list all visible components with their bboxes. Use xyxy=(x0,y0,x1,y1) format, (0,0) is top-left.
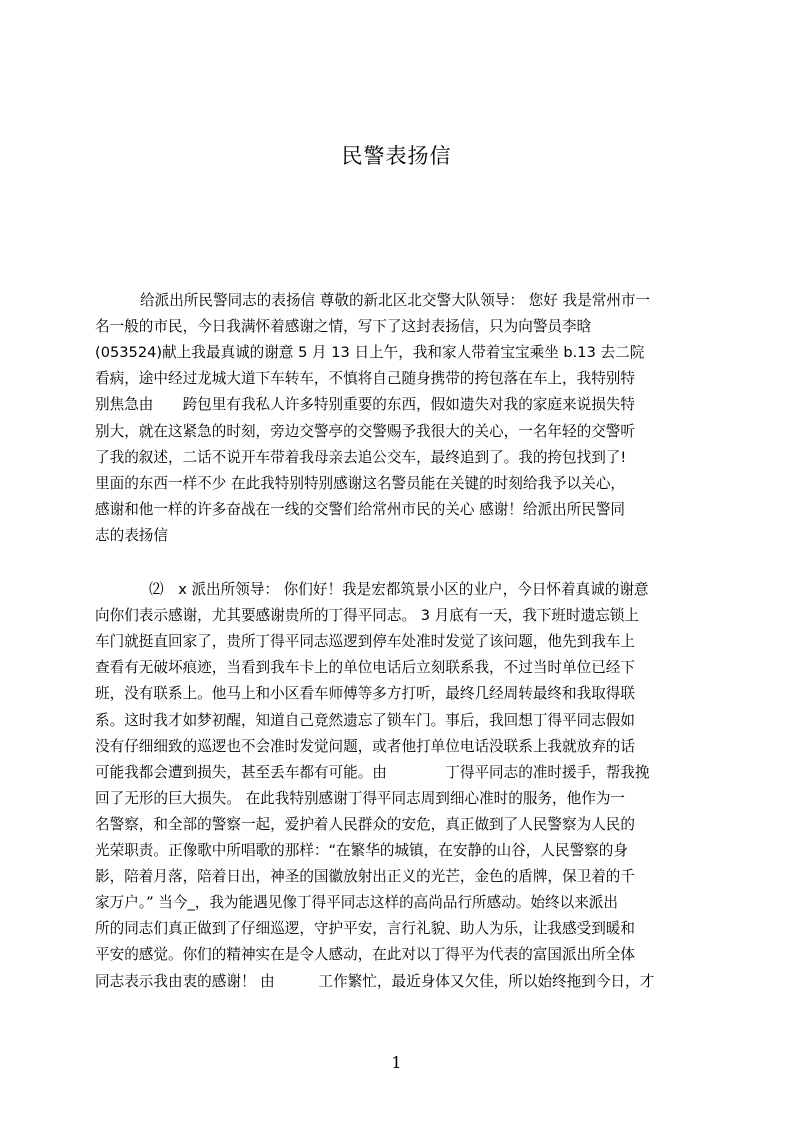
text-line: 了我的叙述，二话不说开车带着我母亲去追公交车，最终追到了。我的挎包找到了! xyxy=(95,448,627,466)
text-line: 车门就挺直回家了，贵所丁得平同志巡逻到停车处准时发觉了该问题，他先到我车上 xyxy=(95,633,635,651)
text-line: 光荣职责。正像歌中所唱歌的那样：“在繁华的城镇，在安静的山谷，人民警察的身 xyxy=(95,842,628,859)
text-line: 别焦急由 跨包里有我私人许多特别重要的东西，假如遗失对我的家庭来说损失特 xyxy=(95,396,635,414)
text-line: 班，没有联系上。他马上和小区看车师傅等多方打听，最终几经周转最终和我取得联 xyxy=(95,685,635,703)
text-line: 查看有无破坏痕迹，当看到我车卡上的单位电话后立刻联系我，不过当时单位已经下 xyxy=(95,659,635,677)
text-line: 里面的东西一样不少 在此我特别特别感谢这名警员能在关键的时刻给我予以关心， xyxy=(95,474,626,492)
text-line: 志的表扬信 xyxy=(95,526,168,544)
text-line: 给派出所民警同志的表扬信 尊敬的新北区北交警大队领导： 您好 我是常州市一 xyxy=(140,292,651,309)
text-line: (053524)献上我最真诚的谢意 5 月 13 日上午，我和家人带着宝宝乘坐 b.13 去二院 xyxy=(95,344,645,362)
text-line: 家万户。” 当今_，我为能遇见像丁得平同志这样的高尚品行所感动。始终以来派出 xyxy=(95,894,618,912)
text-line: 名一般的市民，今日我满怀着感谢之情，写下了这封表扬信，只为向警员李晗 xyxy=(95,318,592,336)
text-line: 回了无形的巨大损失。 在此我特别感谢丁得平同志周到细心准时的服务，他作为一 xyxy=(95,789,626,807)
document-title: 民警表扬信 xyxy=(341,144,452,168)
text-line: 系。这时我才如梦初醒，知道自己竟然遗忘了锁车门。事后，我回想丁得平同志假如 xyxy=(95,711,635,729)
text-line: 没有仔细细致的巡逻也不会准时发觉问题，或者他打单位电话没联系上我就放弃的话 xyxy=(95,737,635,755)
text-line: 感谢和他一样的许多奋战在一线的交警们给常州市民的关心 感谢！给派出所民警同 xyxy=(95,500,626,518)
text-line: 平安的感觉。你们的精神实在是令人感动，在此对以丁得平为代表的富国派出所全体 xyxy=(95,946,635,964)
text-line: 向你们表示感谢，尤其要感谢贵所的丁得平同志。 3 月底有一天，我下班时遗忘锁上 xyxy=(95,607,639,625)
text-line: 影，陪着月落，陪着日出，神圣的国徽放射出正义的光芒，金色的盾牌，保卫着的千 xyxy=(95,868,635,886)
text-line: ⑵ x 派出所领导： 你们好！我是宏都筑景小区的业户，今日怀着真诚的谢意 xyxy=(149,581,649,598)
text-line: 所的同志们真正做到了仔细巡逻，守护平安，言行礼貌、助人为乐，让我感受到暖和 xyxy=(95,920,635,938)
page-number: 1 xyxy=(391,1053,402,1072)
text-line: 同志表示我由衷的感谢！ 由 工作繁忙，最近身体又欠佳，所以始终拖到今日，才 xyxy=(95,972,655,990)
text-line: 看病，途中经过龙城大道下车转车，不慎将自己随身携带的挎包落在车上，我特别特 xyxy=(95,370,635,388)
text-line: 名警察，和全部的警察一起，爱护着人民群众的安危，真正做到了人民警察为人民的 xyxy=(95,815,635,833)
text-line: 别大，就在这紧急的时刻，旁边交警亭的交警赐予我很大的关心，一名年轻的交警听 xyxy=(95,422,635,440)
text-line: 可能我都会遭到损失，甚至丢车都有可能。由 丁得平同志的准时援手，帮我挽 xyxy=(95,763,650,781)
